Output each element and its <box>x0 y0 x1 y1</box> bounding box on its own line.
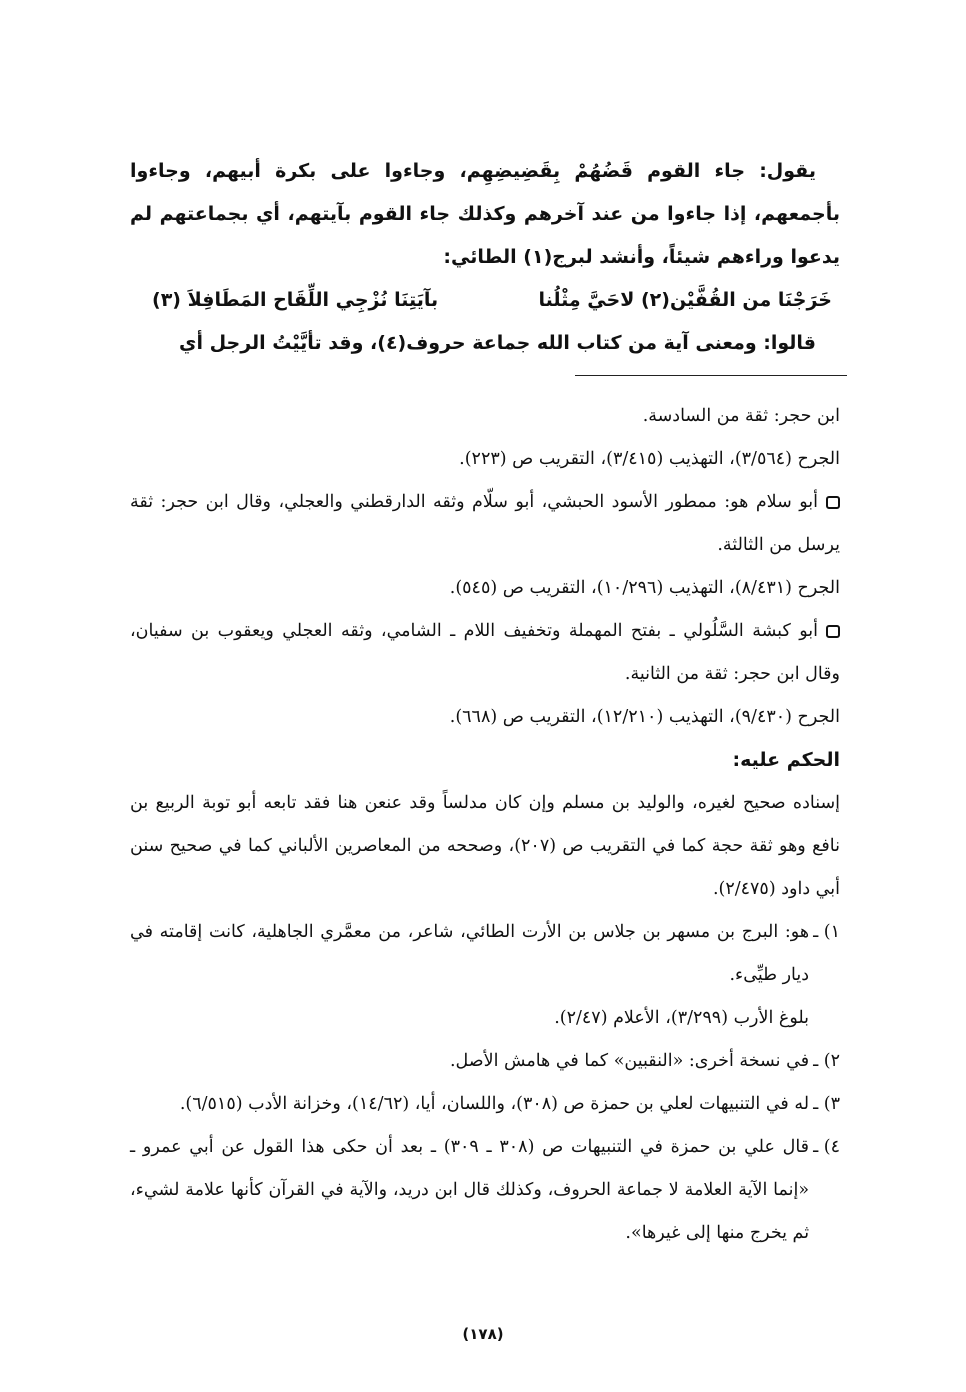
narrator-note <box>130 481 840 567</box>
note-line: ابن حجر: ثقة من السادسة. <box>642 406 840 426</box>
checkbox-bullet-icon <box>826 496 840 509</box>
footnote-number: ٤) ـ <box>813 1137 840 1157</box>
main-text <box>130 150 840 365</box>
verse-second-hemistich: بآيَتِنَا نُزْجِي اللِّقَاح المَطَافِلاَ (٣) <box>152 289 439 311</box>
notes-section <box>130 395 840 1255</box>
note-reference: الجرح (٣/٥٦٤)، التهذيب (٣/٤١٥)، التقريب ص (٢٢٣). <box>459 449 840 469</box>
note-reference: الجرح (٨/٤٣١)، التهذيب (١٠/٢٩٦)، التقريب ص (٥٤٥). <box>449 578 840 598</box>
note-reference: الجرح (٩/٤٣٠)، التهذيب (١٢/٢١٠)، التقريب ص (٦٦٨). <box>449 707 840 727</box>
footnote-number: ٢) ـ <box>813 1051 840 1071</box>
footnote-text: في نسخة أخرى: «النقبين» كما في هامش الأصل. <box>449 1051 810 1071</box>
footnote-reference: بلوغ الأرب (٣/٢٩٩)، الأعلام (٢/٤٧). <box>554 1008 810 1028</box>
footnote <box>130 1083 840 1126</box>
narrator-note <box>130 610 840 696</box>
narrator-note-text: أبو كبشة السَّلُولي ـ بفتح المهملة وتخفيف اللام ـ الشامي، وثقه العجلي ويعقوب بن سفيان، وقال ابن حجر: ثقة من الثانية. <box>130 621 840 684</box>
footnote <box>130 1126 840 1255</box>
ruling-heading: الحكم عليه: <box>732 749 840 771</box>
verse-first-hemistich: خَرَجْنَا من القُفَّيْن(٢) لاحَيَّ مِثْلُنا <box>538 289 832 311</box>
ruling-text: إسناده صحيح لغيره، والوليد بن مسلم وإن كان مدلساً وقد عنعن هنا فقد تابعه أبو توبة الربيع بن نافع وهو ثقة حجة كما في التقريب ص (٢٠٧)، وصححه من المعاصرين الألباني كما في صحيح سنن أبي داود (٢/٤٧٥). <box>130 793 840 899</box>
footnote-separator <box>575 375 847 376</box>
poem-verse <box>130 279 840 322</box>
footnote <box>130 1040 840 1083</box>
footnote <box>130 911 840 1040</box>
footnote-text: قال علي بن حمزة في التنبيهات ص (٣٠٨ ـ ٣٠٩) ـ بعد أن حكى هذا القول عن أبي عمرو ـ «إنما الآية العلامة لا جماعة الحروف، وكذلك قال ابن دريد، والآية في القرآن كأنها علامة لشيء، ثم يخرج منها إلى غيرها». <box>130 1137 810 1243</box>
main-paragraph: يقول: جاء القوم قَضُهُمْ بِقَضِيضِهِم، وجاءوا على بكرة أبيهم، وجاءوا بأجمعهم، إذا جاءوا من عند آخرهم وكذلك جاء القوم بآيتهم، أي بجماعتهم لم يدعوا وراءهم شيئاً، وأنشد لبرج(١) الطائي: <box>130 160 840 268</box>
footnote-text: هو: البرج بن مسهر بن جلاس بن الأرت الطائي، شاعر، من معمَّري الجاهلية، كانت إقامته في ديار طيِّىء. <box>130 922 810 985</box>
footnote-text: له في التنبيهات لعلي بن حمزة ص (٣٠٨)، واللسان، أيا، (١٤/٦٢)، وخزانة الأدب (٦/٥١٥). <box>179 1094 810 1114</box>
footnote-number: ١) ـ <box>813 922 840 942</box>
footnote-number: ٣) ـ <box>813 1094 840 1114</box>
checkbox-bullet-icon <box>826 625 840 638</box>
main-paragraph-continued: قالوا: ومعنى آية من كتاب الله جماعة حروف(٤)، وقد تأيَّيْتُ الرجل أي <box>179 332 816 354</box>
narrator-note-text: أبو سلام هو: ممطور الأسود الحبشي، أبو سلّام وثقه الدارقطني والعجلي، وقال ابن حجر: ثقة يرسل من الثالثة. <box>130 492 840 555</box>
page-number: (١٧٨) <box>462 1325 504 1343</box>
